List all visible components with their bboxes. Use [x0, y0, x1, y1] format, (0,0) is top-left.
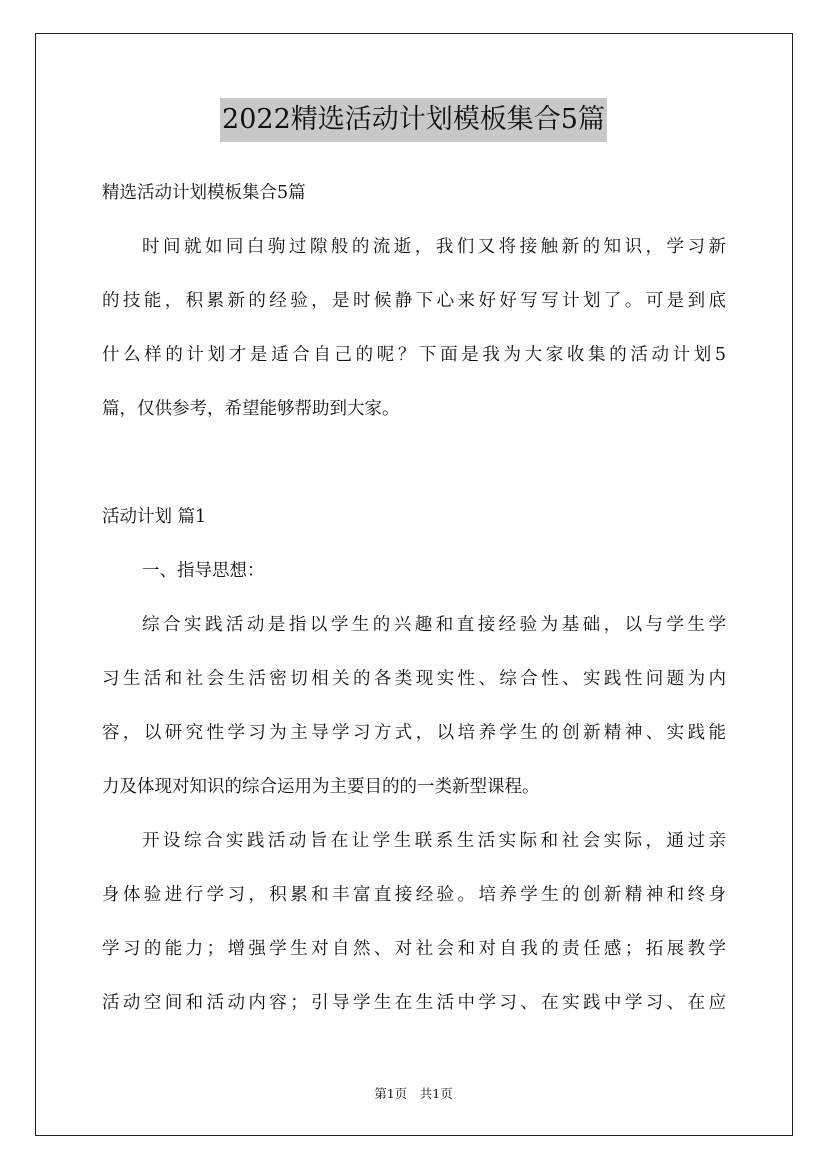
intro-line: 篇，仅供参考，希望能够帮助到大家。 — [102, 399, 400, 419]
paragraph-line: 学习的能力；增强学生对自然、对社会和对自我的责任感；拓展教学 — [102, 939, 726, 959]
title-container — [0, 98, 827, 142]
paragraph-line: 力及体现对知识的综合运用为主要目的的一类新型课程。 — [102, 777, 540, 797]
paragraph-line: 综合实践活动是指以学生的兴趣和直接经验为基础，以与学生学 — [142, 615, 726, 635]
document-body — [102, 174, 726, 1038]
page-number-footer: 第1页 共1页 — [374, 1086, 453, 1101]
paragraph-line: 开设综合实践活动旨在让学生联系生活实际和社会实际，通过亲 — [142, 831, 726, 851]
spacer — [102, 444, 726, 498]
paragraph-line: 身体验进行学习，积累和丰富直接经验。培养学生的创新精神和终身 — [102, 885, 726, 905]
paragraph-line: 习生活和社会生活密切相关的各类现实性、综合性、实践性问题为内 — [102, 669, 726, 689]
document-title: 2022精选活动计划模板集合5篇 — [220, 98, 607, 142]
paragraph-line: 活动空间和活动内容；引导学生在生活中学习、在实践中学习、在应 — [102, 993, 726, 1013]
paragraph-line: 容，以研究性学习为主导学习方式，以培养学生的创新精神、实践能 — [102, 723, 726, 743]
document-subtitle: 精选活动计划模板集合5篇 — [102, 183, 306, 203]
subheading: 一、指导思想： — [142, 561, 265, 581]
intro-line: 什么样的计划才是适合自己的呢？下面是我为大家收集的活动计划5 — [102, 345, 726, 365]
section-heading: 活动计划 篇1 — [102, 507, 207, 527]
intro-line: 的技能，积累新的经验，是时候静下心来好好写写计划了。可是到底 — [102, 291, 726, 311]
intro-line: 时间就如同白驹过隙般的流逝，我们又将接触新的知识，学习新 — [142, 237, 726, 257]
